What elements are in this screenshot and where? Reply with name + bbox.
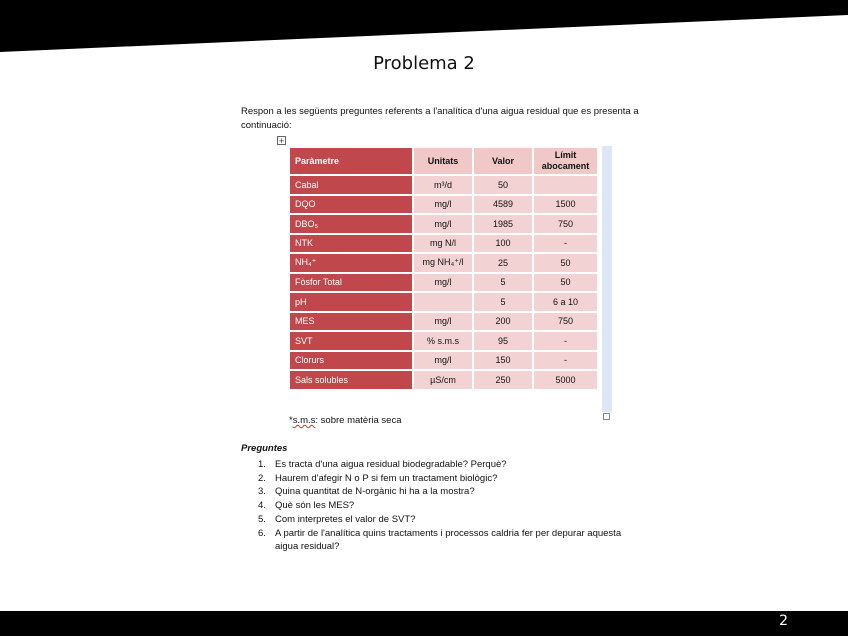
limit-cell [534, 176, 597, 194]
table-row [290, 371, 597, 389]
param-cell: DBO₅ [290, 215, 412, 233]
list-item [258, 485, 638, 499]
limit-cell: 750 [534, 215, 597, 233]
param-cell: SVT [290, 332, 412, 350]
unit-cell: mg/l [414, 352, 472, 370]
value-cell: 50 [474, 176, 532, 194]
list-item [258, 458, 638, 472]
question-text: A partir de l'analítica quins tractaments i processos caldria fer per depurar aquesta aigua residual? [275, 527, 622, 553]
table-row [290, 332, 597, 350]
footnote-abbr: s.m.s [292, 415, 316, 426]
table-row [290, 235, 597, 253]
table-row [290, 176, 597, 194]
value-cell: 200 [474, 313, 532, 331]
unit-cell: µS/cm [414, 371, 472, 389]
header-limit: Límit abocament [534, 148, 597, 174]
value-cell: 150 [474, 352, 532, 370]
question-number: 6. [258, 527, 266, 539]
table-row [290, 196, 597, 214]
footnote-prefix: * [289, 415, 293, 426]
value-cell: 4589 [474, 196, 532, 214]
table-header-row [290, 148, 597, 174]
footnote [289, 415, 401, 426]
unit-cell: % s.m.s [414, 332, 472, 350]
limit-cell: 6 a 10 [534, 293, 597, 311]
limit-cell: 5000 [534, 371, 597, 389]
param-cell: Clorurs [290, 352, 412, 370]
limit-cell: - [534, 235, 597, 253]
limit-cell: 750 [534, 313, 597, 331]
param-cell: NTK [290, 235, 412, 253]
question-number: 1. [258, 459, 266, 470]
table-row [290, 293, 597, 311]
param-cell: Fòsfor Total [290, 274, 412, 292]
value-cell: 1985 [474, 215, 532, 233]
footnote-text: : sobre matèria seca [315, 415, 402, 426]
question-text: Es tracta d'una aigua residual biodegradable? Perquè? [275, 459, 507, 470]
param-cell: NH₄⁺ [290, 254, 412, 272]
question-text: Haurem d'afegir N o P si fem un tractament biològic? [275, 472, 498, 484]
value-cell: 95 [474, 332, 532, 350]
table-row [290, 313, 597, 331]
slide-title: Problema 2 [373, 53, 475, 74]
top-decorative-bar [0, 0, 848, 52]
question-text: Què són les MES? [275, 500, 355, 512]
header-value: Valor [474, 148, 532, 174]
list-item [258, 513, 638, 527]
unit-cell: mg/l [414, 196, 472, 214]
table-row [290, 352, 597, 370]
unit-cell: m³/d [414, 176, 472, 194]
param-cell: pH [290, 293, 412, 311]
limit-cell: 1500 [534, 196, 597, 214]
question-text: Quina quantitat de N-orgànic hi ha a la mostra? [275, 486, 475, 498]
limit-cell: - [534, 332, 597, 350]
limit-cell: 50 [534, 254, 597, 272]
param-cell: MES [290, 313, 412, 331]
table-resize-handle[interactable] [603, 413, 610, 420]
table-row [290, 254, 597, 272]
unit-cell: mg NH₄⁺/l [414, 254, 472, 272]
analysis-table [288, 146, 599, 391]
limit-cell: - [534, 352, 597, 370]
value-cell: 5 [474, 293, 532, 311]
unit-cell [414, 293, 472, 311]
bottom-bar [0, 611, 848, 636]
question-number: 3. [258, 486, 266, 498]
unit-cell: mg/l [414, 274, 472, 292]
value-cell: 5 [474, 274, 532, 292]
list-item [258, 472, 638, 486]
value-cell: 100 [474, 235, 532, 253]
slide-number: 2 [779, 613, 788, 629]
table-row [290, 215, 597, 233]
param-cell: Sals solubles [290, 371, 412, 389]
table-side-strip [602, 146, 612, 412]
intro-text: Respon a les següents preguntes referents a l'analítica d'una aigua residual que es presenta a continuació: [241, 106, 639, 131]
list-item [258, 499, 638, 513]
move-cross-icon[interactable]: + [278, 136, 285, 146]
header-unit: Unitats [414, 148, 472, 174]
question-number: 5. [258, 513, 266, 525]
list-item [258, 527, 638, 554]
question-number: 4. [258, 500, 266, 512]
value-cell: 25 [474, 254, 532, 272]
limit-cell: 50 [534, 274, 597, 292]
questions-list [258, 458, 638, 554]
value-cell: 250 [474, 371, 532, 389]
question-number: 2. [258, 472, 266, 484]
param-cell: Cabal [290, 176, 412, 194]
header-param: Paràmetre [290, 148, 412, 174]
unit-cell: mg/l [414, 215, 472, 233]
unit-cell: mg/l [414, 313, 472, 331]
questions-heading: Preguntes [241, 443, 288, 454]
param-cell: DQO [290, 196, 412, 214]
question-text: Com interpretes el valor de SVT? [275, 513, 416, 525]
unit-cell: mg N/l [414, 235, 472, 253]
table-row [290, 274, 597, 292]
